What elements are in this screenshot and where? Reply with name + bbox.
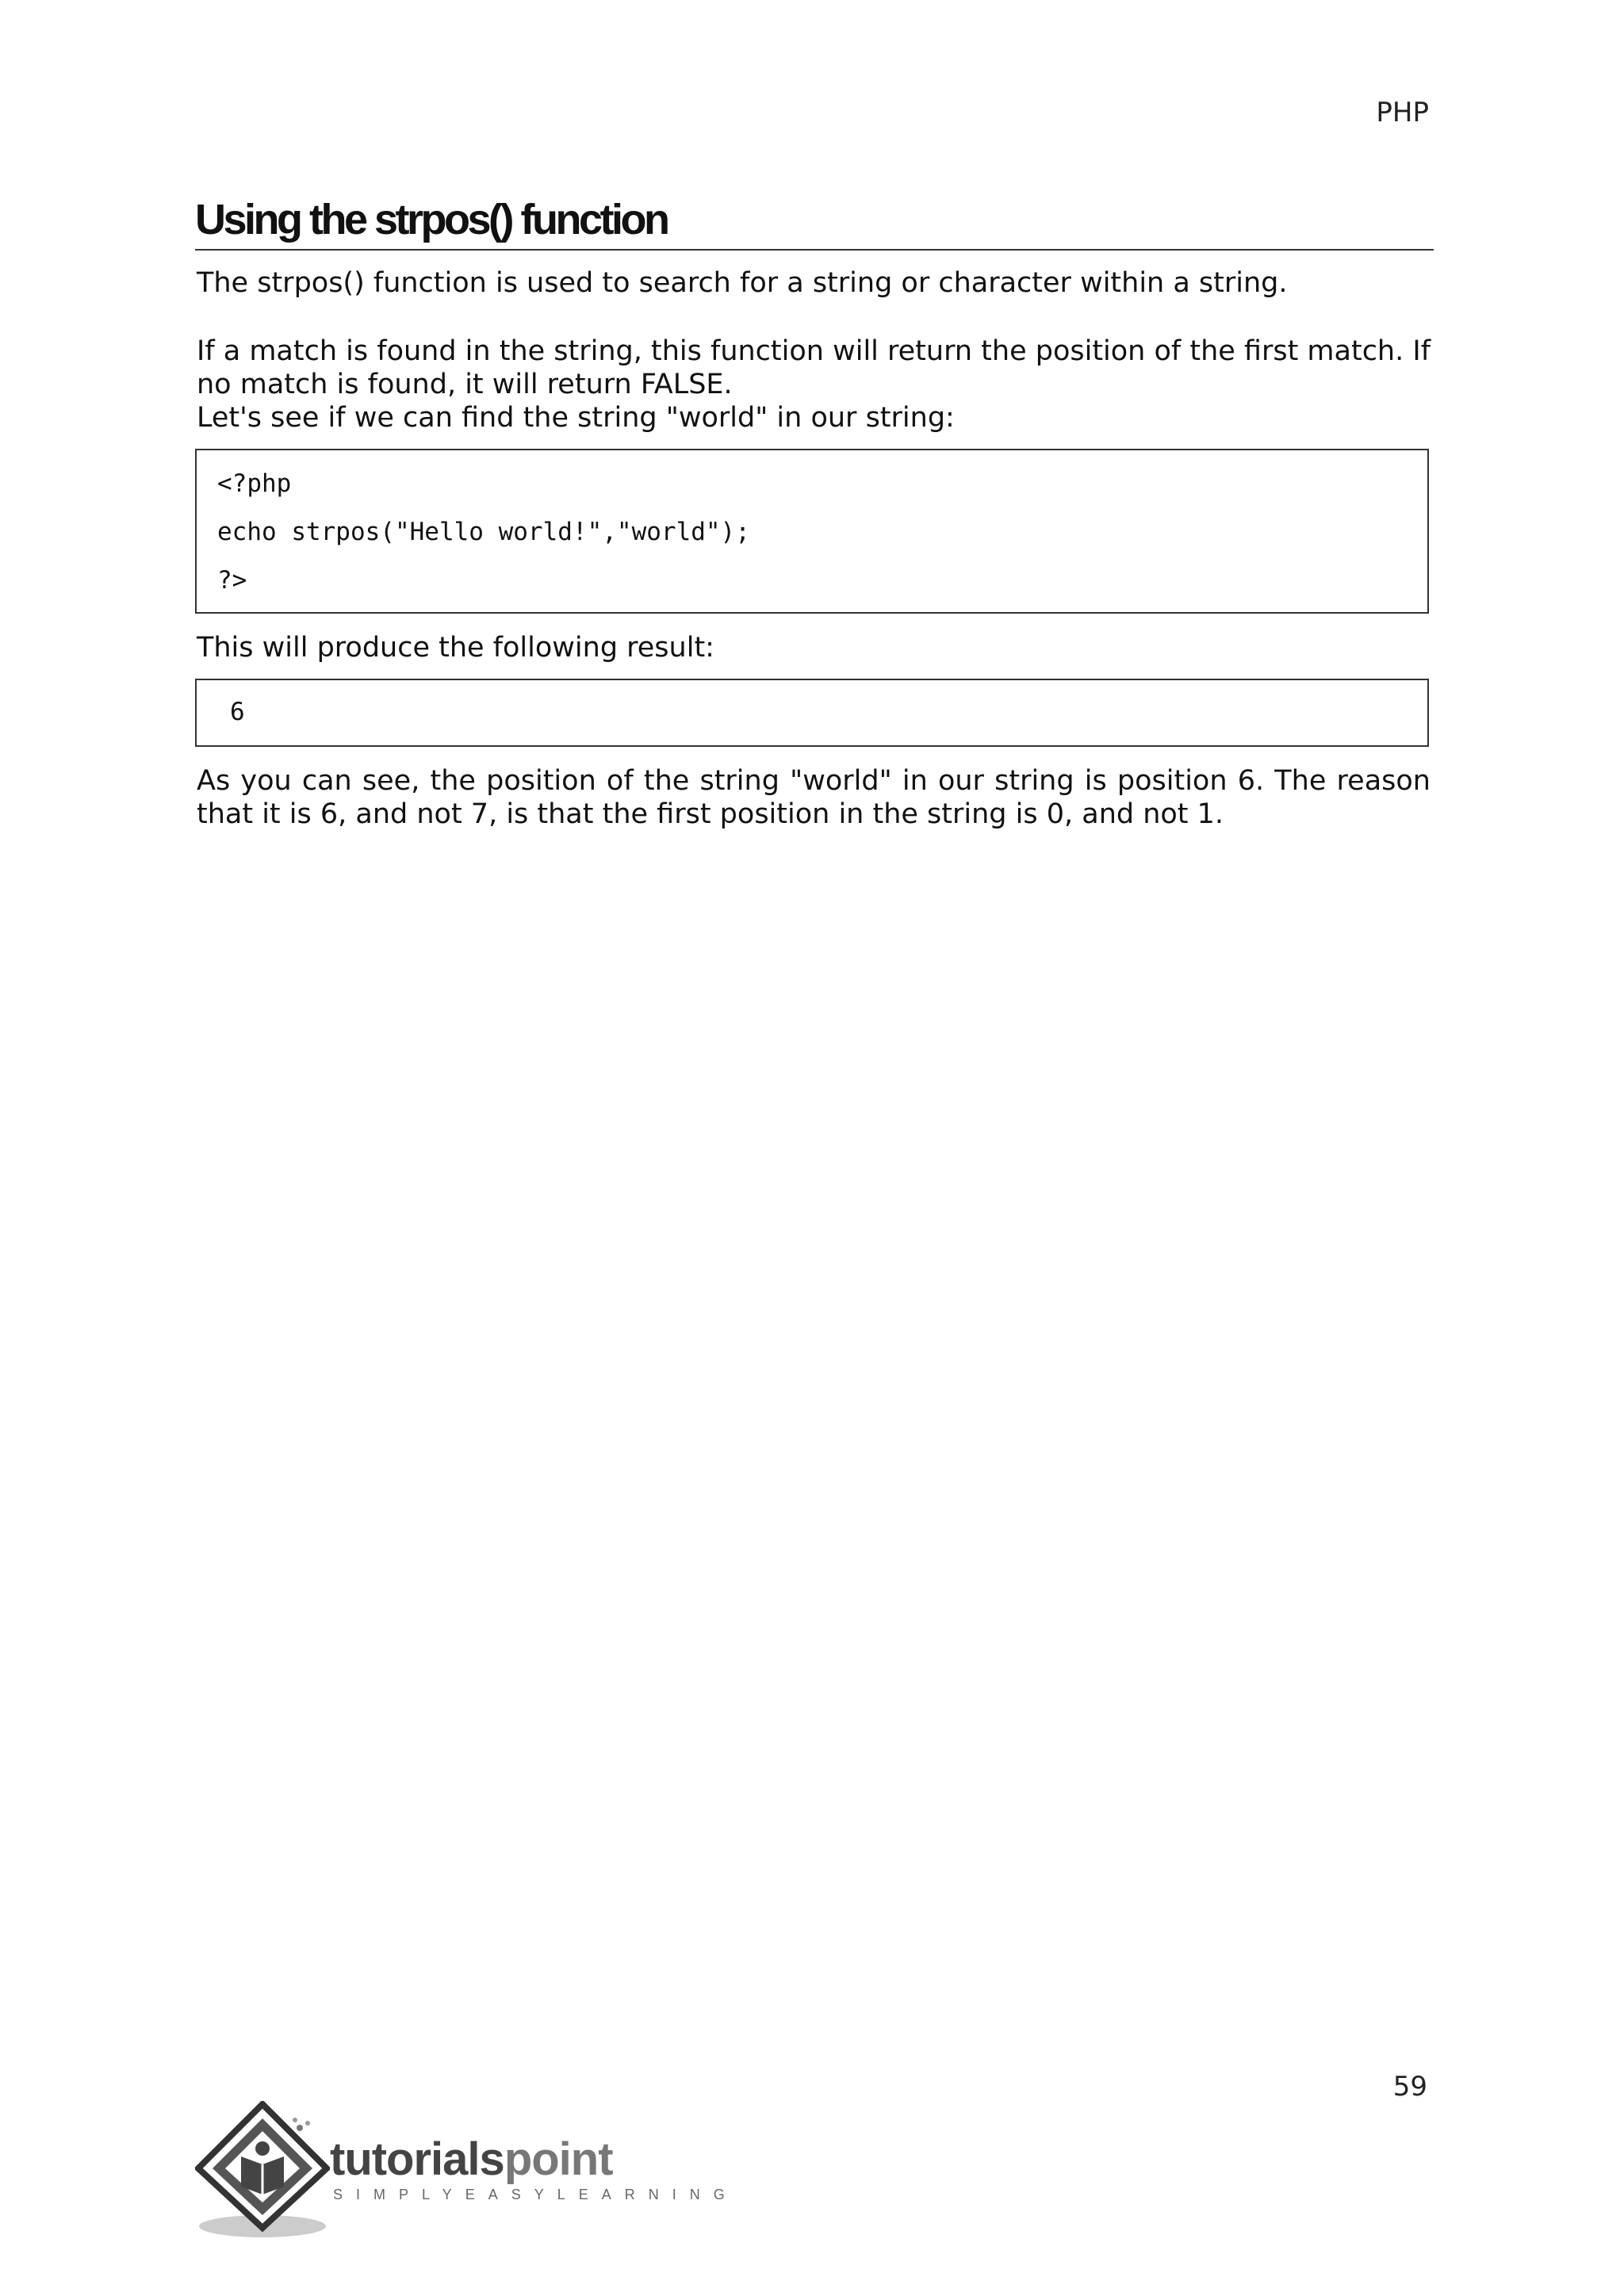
output-block <box>195 679 1429 747</box>
section-title: Using the strpos() function <box>195 193 1434 251</box>
header-label: PHP <box>1376 97 1429 128</box>
explanation-line-2: that it is 6, and not 7, is that the first position in the string is 0, and not 1. <box>197 798 1224 830</box>
explanation-paragraph <box>197 764 1431 831</box>
tutorialspoint-logo <box>195 2101 738 2244</box>
intro-paragraph: The strpos() function is used to search for a string or character within a string. <box>197 267 1288 299</box>
logo-text-main: tutorials <box>330 2133 504 2185</box>
code-line-3: ?> <box>217 566 247 595</box>
logo-text-accent: point <box>504 2133 613 2185</box>
match-paragraph <box>197 335 1431 434</box>
match-line-1: If a match is found in the string, this function will return the position of the first match. If <box>197 335 1431 367</box>
code-line-2: echo strpos("Hello world!","world"); <box>217 518 750 546</box>
code-block <box>195 449 1429 614</box>
match-line-2: no match is found, it will return FALSE. <box>197 369 733 400</box>
lets-see-line: Let's see if we can find the string "world" in our string: <box>197 402 955 434</box>
explanation-line-1: As you can see, the position of the string "world" in our string is position 6. The reason <box>197 765 1431 797</box>
result-intro: This will produce the following result: <box>197 632 714 664</box>
logo-wordmark <box>330 2133 613 2186</box>
page-number: 59 <box>1392 2071 1427 2103</box>
output-value: 6 <box>230 698 245 726</box>
logo-tagline: SIMPLYEASYLEARNING <box>333 2187 738 2202</box>
code-line-1: <?php <box>217 469 292 498</box>
logo-diamond-icon <box>195 2101 330 2244</box>
